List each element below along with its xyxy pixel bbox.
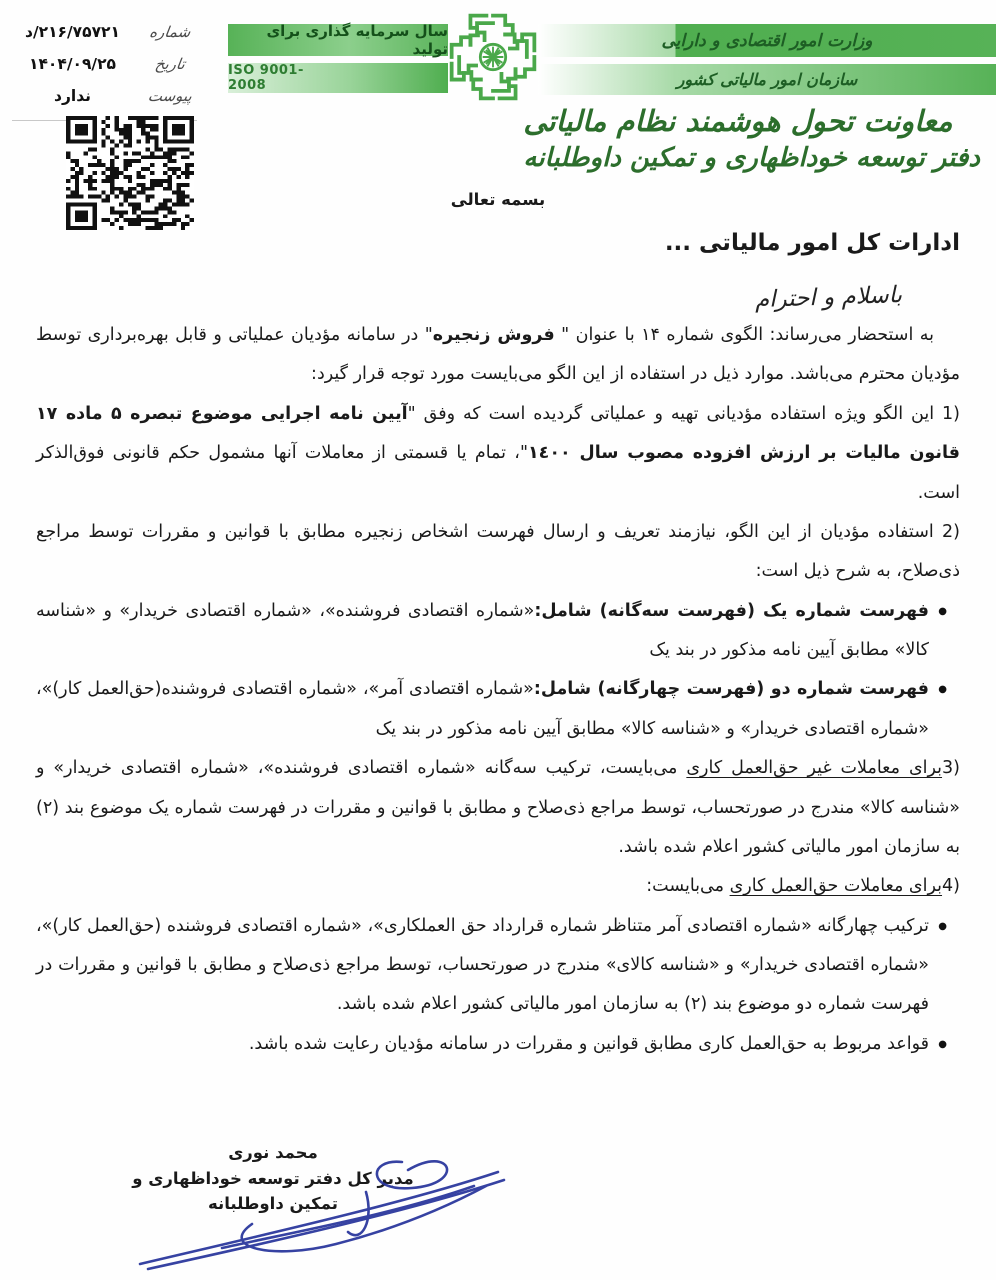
meta-row-number <box>12 16 197 48</box>
qr-code <box>66 116 194 230</box>
intro-bold: فروش زنجیره <box>432 325 555 345</box>
list1-item2-text: «شماره اقتصادی آمر»، «شماره اقتصادی فروشنده(حق‌العمل کار)»، «شماره اقتصادی خریدار» و «شناسه کالا» مطابق آیین نامه مذکور در بند یک <box>36 679 929 739</box>
department-calligraphy <box>523 102 980 176</box>
department-line2: دفتر توسعه خوداظهاری و تمکین داوطلبانه <box>523 143 980 174</box>
list-two <box>36 907 946 1065</box>
item-4-text: می‌بایست: <box>646 876 730 897</box>
list1-item1-bold: فهرست شماره یک (فهرست سه‌گانه) شامل: <box>534 600 930 621</box>
list-item <box>36 1025 946 1064</box>
list-item <box>36 592 946 671</box>
list-item <box>36 907 946 1025</box>
list-item <box>36 670 946 749</box>
signer-title: مدیر کل دفتر توسعه خوداظهاری و تمکین داوطلبانه <box>132 1168 414 1214</box>
item-3 <box>36 749 960 867</box>
attachment-value: ندارد <box>54 87 91 105</box>
intro-part2: " در سامانه مؤدیان عملیاتی و قابل بهره‌برداری توسط مؤدیان محترم می‌باشد. موارد ذیل در استفاده از این الگو می‌بایست مورد توجه قرار گیرد: <box>36 325 960 385</box>
item-2-number: 2) <box>942 521 960 542</box>
tax-administration-emblem-icon <box>446 10 540 104</box>
item-4 <box>36 867 960 906</box>
item-1-bold: آیین نامه اجرایی موضوع تبصره ۵ ماده ۱۷ قانون مالیات بر ارزش افزوده مصوب سال ١٤٠٠ <box>36 403 960 464</box>
item-4-number: 4) <box>942 876 960 897</box>
handwritten-signature <box>100 1150 540 1278</box>
attachment-label: پیوست <box>146 87 194 105</box>
item-3-text: می‌بایست، ترکیب سه‌گانه «شماره اقتصادی فروشنده»، «شماره اقتصادی خریدار» و «شناسه کالا» مندرج در صورتحساب، توسط مراجع ذی‌صلاح و مطابق با قوانین و مقررات در فهرست شماره یک موضوع بند (۲) به سازمان امور مالیاتی کشور اعلام شده باشد. <box>36 758 960 857</box>
item-1-part2: "، تمام یا قسمتی از معاملات آنها مشمول حکم قانونی فوق‌الذکر است. <box>36 443 960 503</box>
letter-body <box>36 230 960 1064</box>
organization-banner <box>538 64 996 95</box>
iso-banner <box>228 63 448 93</box>
greeting: باسلام و احترام <box>754 282 903 314</box>
intro-part1: به استحضار می‌رساند: الگوی شماره ۱۴ با عنوان " <box>554 325 934 345</box>
item-1-part1: این الگو ویژه استفاده مؤدیانی تهیه و عملیاتی گردیده است که وفق " <box>407 403 943 424</box>
number-value: ۲۱۶/۷۵۷۲۱/د <box>25 23 120 41</box>
item-1 <box>36 395 960 513</box>
ministry-banner <box>538 24 996 57</box>
meta-row-date <box>12 48 197 80</box>
list1-item2-bold: فهرست شماره دو (فهرست چهارگانه) شامل: <box>533 679 929 700</box>
item-3-number: 3) <box>942 758 960 779</box>
bismillah: بسمه تعالی <box>450 190 546 209</box>
slogan-text: سال سرمایه گذاری برای تولید <box>266 22 448 58</box>
number-label: شماره <box>148 23 192 41</box>
date-label: تاریخ <box>153 55 187 73</box>
ministry-name: وزارت امور اقتصادی و دارایی <box>661 30 873 51</box>
date-value: ۱۴۰۴/۰۹/۲۵ <box>28 55 116 73</box>
list-one <box>36 592 946 750</box>
document-meta <box>12 16 197 121</box>
item-2-text: استفاده مؤدیان از این الگو، نیازمند تعریف و ارسال فهرست اشخاص زنجیره مطابق با قوانین و مقررات توسط مراجع ذی‌صلاح، به شرح ذیل است: <box>36 521 960 582</box>
item-1-number: 1) <box>942 403 960 424</box>
department-line1: معاونت تحول هوشمند نظام مالیاتی <box>523 104 953 138</box>
list2-item1-text: ترکیب چهارگانه «شماره اقتصادی آمر متناظر شماره قرارداد حق العملکاری»، «شماره اقتصادی فروشنده (حق‌العمل کار)»، «شماره اقتصادی خریدار» و «شناسه کالای» مندرج در صورتحساب، توسط مراجع ذی‌صلاح و مطابق با قوانین و مقررات در فهرست شماره دو موضوع بند (۲) به سازمان امور مالیاتی کشور اعلام شده باشد. <box>36 915 929 1015</box>
item-2 <box>36 513 960 592</box>
list1-item1-text: «شماره اقتصادی فروشنده»، «شماره اقتصادی خریدار» و «شناسه کالا» مطابق آیین نامه مذکور در بند یک <box>36 600 929 660</box>
iso-text: ISO 9001-2008 <box>228 63 304 93</box>
slogan-banner <box>228 24 448 56</box>
recipient-heading: ادارات کل امور مالیاتی ... <box>664 230 960 256</box>
meta-row-attachment <box>12 80 197 112</box>
item-3-underline: برای معاملات غیر حق‌العمل کاری <box>686 758 943 779</box>
signer-name: محمد نوری <box>228 1143 318 1162</box>
organization-name: سازمان امور مالیاتی کشور <box>676 70 858 89</box>
item-4-underline: برای معاملات حق‌العمل کاری <box>729 876 943 897</box>
list2-item2-text: قواعد مربوط به حق‌العمل کاری مطابق قوانین و مقررات در سامانه مؤدیان رعایت شده باشد. <box>248 1033 929 1054</box>
